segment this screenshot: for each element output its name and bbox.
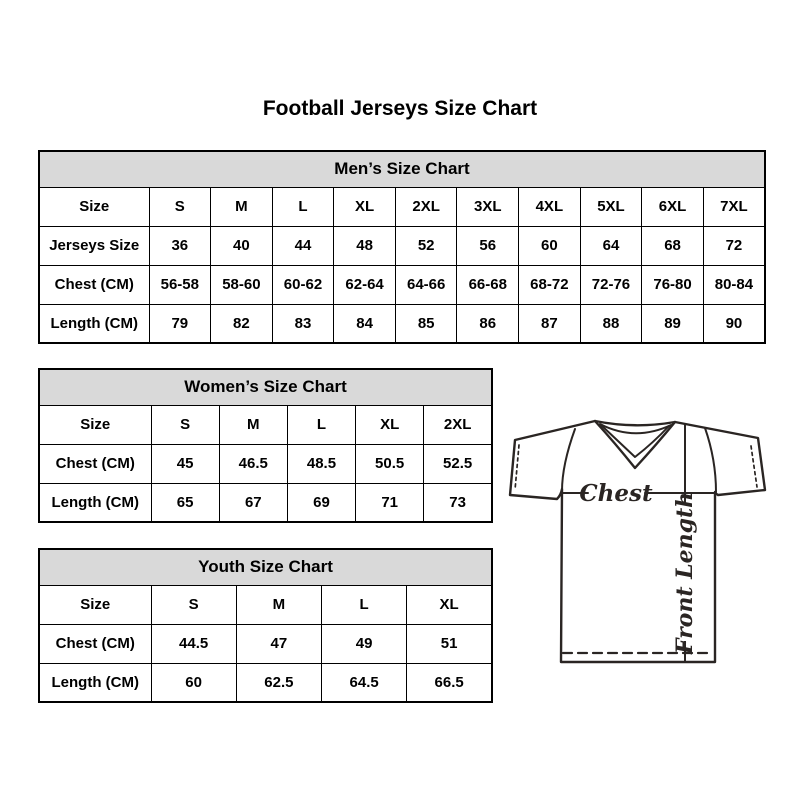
cell-value: XL [356, 405, 424, 444]
cell-value: 45 [151, 444, 219, 483]
cell-value: 44 [272, 226, 334, 265]
cell-value: 64.5 [322, 663, 407, 702]
cell-value: 56-58 [149, 265, 211, 304]
front-length-label: Front Length [672, 491, 698, 655]
cell-value: S [151, 585, 236, 624]
table-header-row [39, 151, 765, 187]
cell-value: 82 [211, 304, 273, 343]
row-label: Chest (CM) [39, 624, 151, 663]
row-label: Size [39, 405, 151, 444]
cell-value: 73 [424, 483, 492, 522]
cell-value: 72 [703, 226, 765, 265]
row-label: Length (CM) [39, 304, 149, 343]
cell-value: 2XL [395, 187, 457, 226]
mens-table-title: Men’s Size Chart [39, 151, 765, 187]
jersey-measurement-diagram [505, 413, 767, 665]
cell-value: 52.5 [424, 444, 492, 483]
cell-value: 83 [272, 304, 334, 343]
cell-value: 56 [457, 226, 519, 265]
chest-label: Chest [579, 480, 653, 507]
cell-value: 6XL [642, 187, 704, 226]
left-armhole-seam [562, 429, 575, 491]
cell-value: XL [334, 187, 396, 226]
cell-value: 65 [151, 483, 219, 522]
table-row [39, 304, 765, 343]
cell-value: 66-68 [457, 265, 519, 304]
cell-value: 69 [287, 483, 355, 522]
right-armhole-seam [705, 428, 716, 492]
page-title: Football Jerseys Size Chart [262, 97, 538, 120]
cell-value: 5XL [580, 187, 642, 226]
cell-value: L [287, 405, 355, 444]
cell-value: 76-80 [642, 265, 704, 304]
cell-value: 85 [395, 304, 457, 343]
cell-value: 60 [519, 226, 581, 265]
table-header-row [39, 369, 492, 405]
row-label: Jerseys Size [39, 226, 149, 265]
left-cuff-stitch-dashes [515, 445, 519, 490]
cell-value: M [219, 405, 287, 444]
cell-value: 50.5 [356, 444, 424, 483]
table-row [39, 624, 492, 663]
cell-value: 64 [580, 226, 642, 265]
cell-value: 48 [334, 226, 396, 265]
table-row [39, 405, 492, 444]
cell-value: 88 [580, 304, 642, 343]
cell-value: 62.5 [236, 663, 321, 702]
cell-value: 60 [151, 663, 236, 702]
womens-table-title: Women’s Size Chart [39, 369, 492, 405]
cell-value: 72-76 [580, 265, 642, 304]
table-row [39, 265, 765, 304]
cell-value: 89 [642, 304, 704, 343]
cell-value: 67 [219, 483, 287, 522]
youth-size-table [38, 548, 493, 703]
cell-value: L [272, 187, 334, 226]
cell-value: XL [407, 585, 492, 624]
cell-value: S [151, 405, 219, 444]
table-row [39, 663, 492, 702]
cell-value: 7XL [703, 187, 765, 226]
youth-table-title: Youth Size Chart [39, 549, 492, 585]
cell-value: 49 [322, 624, 407, 663]
cell-value: 90 [703, 304, 765, 343]
row-label: Length (CM) [39, 663, 151, 702]
cell-value: 84 [334, 304, 396, 343]
cell-value: 79 [149, 304, 211, 343]
cell-value: 80-84 [703, 265, 765, 304]
table-row [39, 187, 765, 226]
row-label: Size [39, 187, 149, 226]
jersey-diagram-svg [505, 413, 767, 665]
table-row [39, 585, 492, 624]
row-label: Size [39, 585, 151, 624]
jersey-outline-shape [510, 421, 765, 662]
cell-value: 62-64 [334, 265, 396, 304]
table-row [39, 444, 492, 483]
cell-value: 51 [407, 624, 492, 663]
cell-value: 46.5 [219, 444, 287, 483]
row-label: Chest (CM) [39, 265, 149, 304]
cell-value: M [236, 585, 321, 624]
cell-value: 3XL [457, 187, 519, 226]
cell-value: 48.5 [287, 444, 355, 483]
cell-value: S [149, 187, 211, 226]
mens-size-table [38, 150, 766, 344]
womens-size-table [38, 368, 493, 523]
cell-value: 66.5 [407, 663, 492, 702]
cell-value: 47 [236, 624, 321, 663]
cell-value: 2XL [424, 405, 492, 444]
cell-value: 40 [211, 226, 273, 265]
cell-value: 87 [519, 304, 581, 343]
cell-value: 68 [642, 226, 704, 265]
right-cuff-stitch-dashes [751, 446, 757, 487]
row-label: Length (CM) [39, 483, 151, 522]
cell-value: 52 [395, 226, 457, 265]
cell-value: 58-60 [211, 265, 273, 304]
cell-value: 71 [356, 483, 424, 522]
cell-value: 36 [149, 226, 211, 265]
table-row [39, 483, 492, 522]
cell-value: 4XL [519, 187, 581, 226]
cell-value: 60-62 [272, 265, 334, 304]
cell-value: L [322, 585, 407, 624]
cell-value: M [211, 187, 273, 226]
row-label: Chest (CM) [39, 444, 151, 483]
cell-value: 44.5 [151, 624, 236, 663]
table-row [39, 226, 765, 265]
table-header-row [39, 549, 492, 585]
cell-value: 64-66 [395, 265, 457, 304]
cell-value: 68-72 [519, 265, 581, 304]
cell-value: 86 [457, 304, 519, 343]
